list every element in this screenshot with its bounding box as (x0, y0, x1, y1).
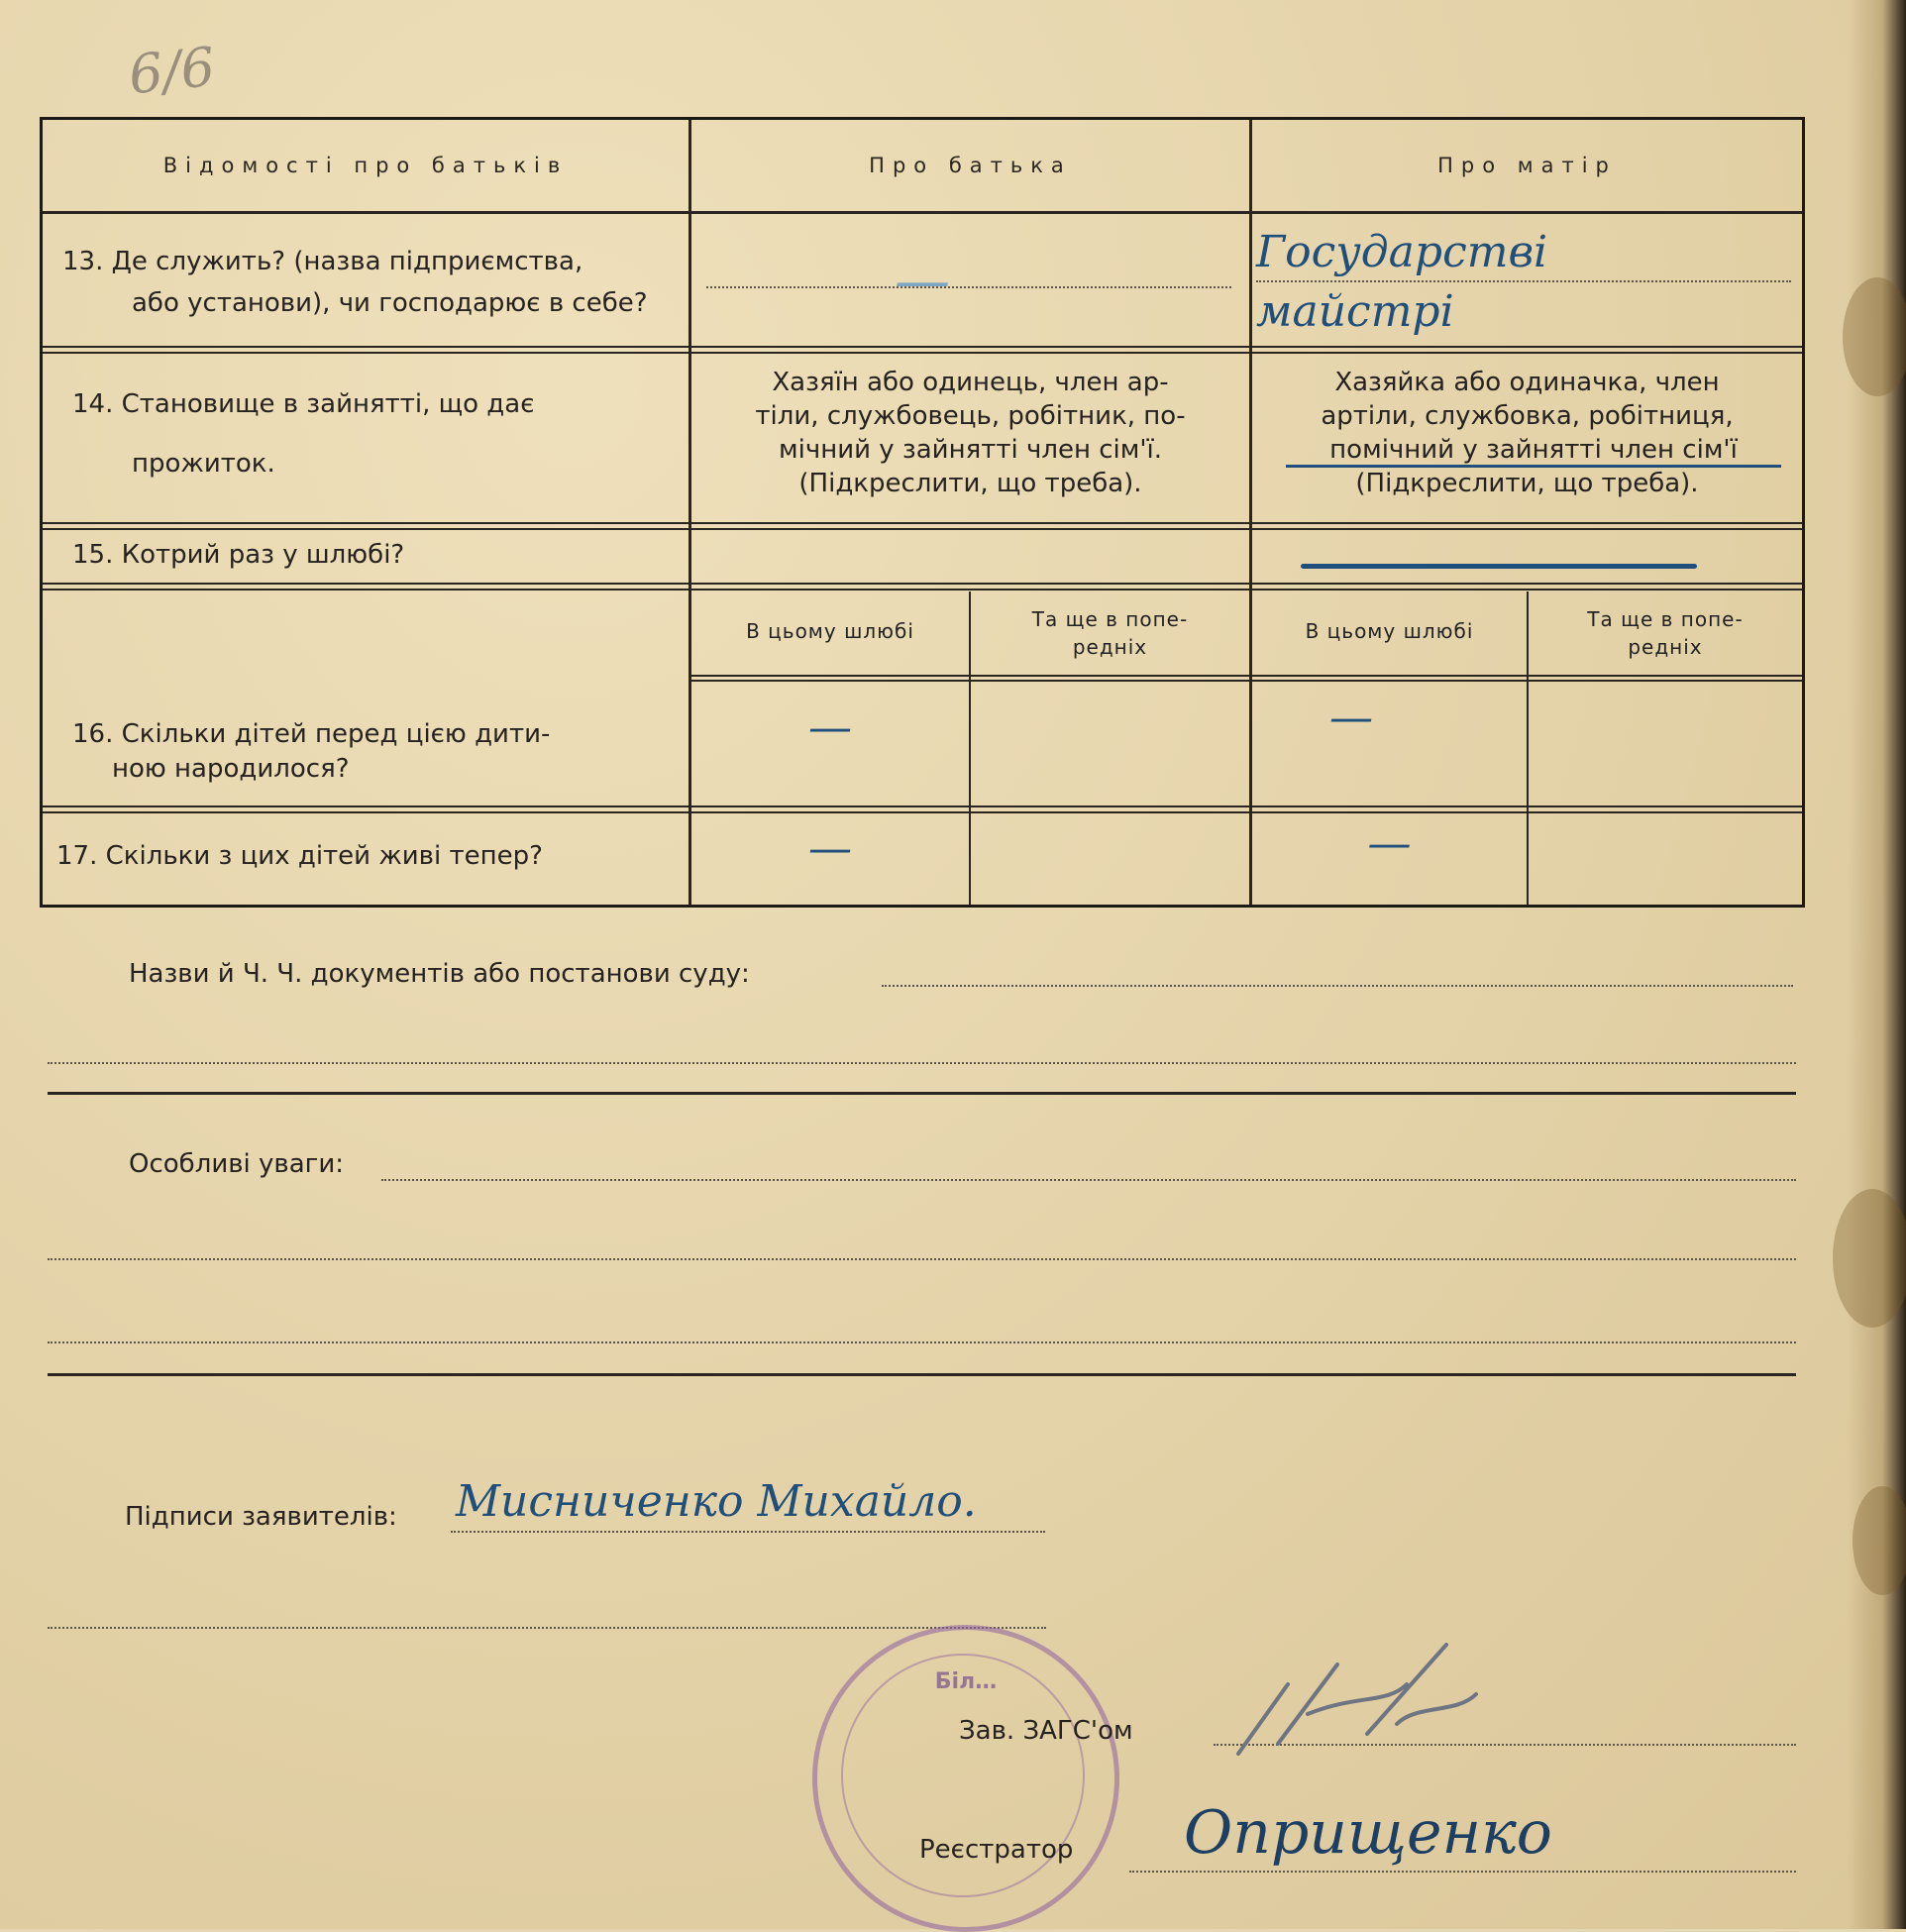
col-divider (1249, 120, 1252, 905)
head-label: Зав. ЗАГС'ом (959, 1716, 1133, 1746)
registrar-signature: Оприщенко (1184, 1798, 1552, 1868)
q14-mother-line2: артіли, службовка, робітниця, (1321, 401, 1734, 431)
head-signature-scribble (1218, 1625, 1516, 1773)
registrar-dotline (1129, 1871, 1796, 1873)
q14-line2: прожиток. (132, 449, 275, 479)
signatures-dotline (451, 1531, 1045, 1533)
stamp-text: Біл… (934, 1669, 998, 1694)
q14-father-line1: Хазяїн або одинець, член ар- (772, 368, 1169, 397)
q13-mother-answer-line2: майстрі (1256, 286, 1454, 337)
q17: 17. Скільки з цих дітей живі тепер? (56, 841, 543, 871)
sub-father-this-marriage: В цьому шлюбі (746, 619, 914, 643)
stain (1833, 1189, 1906, 1328)
row-divider (691, 675, 1802, 677)
q14-father-line2: тіли, службовець, робітник, по- (755, 401, 1186, 431)
q14-mother-line1: Хазяйка або одиначка, член (1334, 368, 1720, 397)
header-mother: Про матір (1437, 154, 1617, 177)
q13-mother-dotline (1256, 280, 1791, 282)
stain (1853, 1486, 1906, 1595)
sub-mother-this-marriage: В цьому шлюбі (1305, 619, 1474, 643)
q13-line1: 13. Де служить? (назва підприємства, (62, 247, 583, 276)
documents-dotline (882, 985, 1793, 987)
documents-label: Назви й Ч. Ч. документів або постанови суду: (129, 959, 750, 989)
remarks-dotline-3 (48, 1342, 1796, 1343)
header-parents-info: Відомості про батьків (162, 154, 569, 177)
archive-mark: 6/6 (125, 35, 218, 107)
row-divider (43, 211, 1802, 214)
sub-mother-previous-l2: редніх (1628, 635, 1703, 659)
row-divider (43, 522, 1802, 524)
q13-line2: або установи), чи господарює в себе? (132, 288, 648, 318)
row-divider (43, 528, 1802, 530)
q14-line1: 14. Становище в зайнятті, що дає (72, 389, 535, 419)
q16-line1: 16. Скільки дітей перед цією дити- (72, 719, 551, 749)
remarks-dotline (381, 1179, 1796, 1181)
q14-mother-line4: (Підкреслити, що треба). (1355, 469, 1699, 498)
signatures-dotline-2 (48, 1627, 1046, 1629)
sub-mother-previous-l1: Та ще в попе- (1587, 607, 1744, 631)
official-stamp (812, 1625, 1119, 1932)
q16-line2: ною народилося? (112, 754, 350, 784)
row-divider (43, 589, 1802, 590)
documents-dotline-2 (48, 1062, 1796, 1064)
q13-mother-answer-line1: Государстві (1256, 227, 1548, 277)
row-divider (43, 352, 1802, 354)
stain (1843, 277, 1906, 396)
row-divider (691, 680, 1802, 682)
row-divider (43, 811, 1802, 813)
q16-father-this: — (808, 702, 852, 753)
q15: 15. Котрий раз у шлюбі? (72, 540, 405, 570)
remarks-label: Особливі уваги: (129, 1149, 344, 1179)
q14-mother-line3-underlined: помічний у зайнятті член сім'ї (1286, 435, 1781, 468)
q13-father-dotline (706, 286, 1231, 288)
q14-father-line3: мічний у зайнятті член сім'ї. (779, 435, 1162, 465)
registrar-label: Реєстратор (919, 1835, 1074, 1865)
row-divider (43, 805, 1802, 807)
q14-father-line4: (Підкреслити, що треба). (798, 469, 1142, 498)
q15-mother-dash (1301, 564, 1697, 569)
col-divider (688, 120, 691, 905)
header-father: Про батька (869, 154, 1072, 177)
head-signature-stroke (1238, 1645, 1476, 1754)
section-rule (48, 1092, 1796, 1095)
sub-father-previous-l2: редніх (1072, 635, 1148, 659)
parents-info-table (40, 117, 1805, 908)
section-rule (48, 1373, 1796, 1376)
signatures-label: Підписи заявителів: (125, 1502, 397, 1532)
q17-father-this: — (808, 823, 852, 874)
sub-father-previous-l1: Та ще в попе- (1031, 607, 1189, 631)
q13-father-answer: — (895, 249, 950, 313)
applicant-signature: Мисниченко Михайло. (456, 1476, 977, 1527)
q16-mother-this: — (1329, 693, 1373, 743)
row-divider (43, 346, 1802, 348)
remarks-dotline-2 (48, 1258, 1796, 1260)
row-divider (43, 583, 1802, 585)
q17-mother-this: — (1367, 818, 1412, 869)
q15-mother-answer (1707, 541, 1708, 569)
